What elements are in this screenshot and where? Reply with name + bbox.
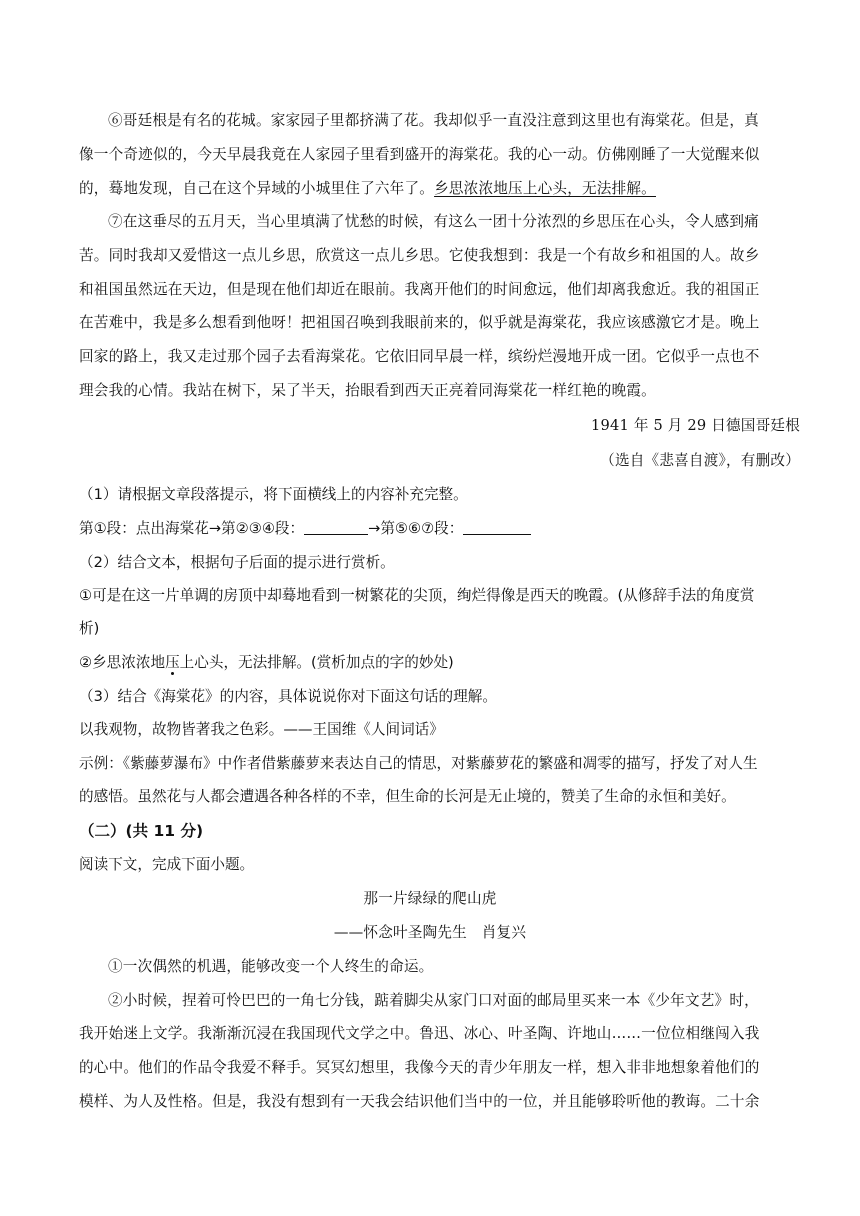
- question-3-quote: 以我观物，故物皆著我之色彩。——王国维《人间词话》: [79, 721, 444, 738]
- underlined-sentence: 乡思浓浓地压上心头，无法排解。: [434, 180, 656, 197]
- question-3: （3）结合《海棠花》的内容，具体说说你对下面这句话的理解。: [79, 688, 497, 705]
- question-2-1-line: ①可是在这一片单调的房顶中却蓦地看到一树繁花的尖顶，绚烂得像是西天的晚霞。(从修辞手法的角度赏: [79, 587, 755, 604]
- article-paragraph-1: ①一次偶然的机遇，能够改变一个人终生的命运。: [108, 958, 434, 975]
- question-2-2: [79, 653, 454, 673]
- question-2-1-line: 析): [79, 620, 100, 637]
- paragraph-6-text: 的，蓦地发现，自己在这个异域的小城里住了六年了。: [79, 180, 435, 197]
- question-3-example-line: 的感悟。虽然花与人都会遭遇各种各样的不幸，但生命的长河是无止境的，赞美了生命的永恒和美好。: [79, 788, 736, 805]
- source-note: （选自《悲喜自渡》，有删改）: [600, 452, 800, 469]
- question-1-fill-line: [79, 519, 531, 539]
- article-paragraph-2-line: ②小时候，捏着可怜巴巴的一角七分钱，踮着脚尖从家门口对面的邮局里买来一本《少年文艺》时，: [108, 992, 759, 1009]
- question-1-part2: →第⑤⑥⑦段：: [368, 520, 464, 537]
- paragraph-7-line: ⑦在这垂尽的五月天，当心里填满了忧愁的时候，有这么一团十分浓烈的乡思压在心头，令人感到痛: [108, 213, 759, 230]
- paragraph-7-line: 苦。同时我却又爱惜这一点儿乡思，欣赏这一点儿乡思。它使我想到：我是一个有故乡和祖国的人。故乡: [79, 247, 760, 264]
- article-paragraph-2-line: 模样、为人及性格。但是，我没有想到有一天我会结识他们当中的一位，并且能够聆听他的教诲。二十余: [79, 1093, 760, 1110]
- answer-blank-2[interactable]: [463, 520, 531, 535]
- answer-blank-1[interactable]: [304, 520, 368, 535]
- question-2: （2）结合文本，根据句子后面的提示进行赏析。: [79, 554, 395, 571]
- paragraph-6-line: ⑥哥廷根是有名的花城。家家园子里都挤满了花。我却似乎一直没注意到这里也有海棠花。但是，真: [108, 112, 759, 129]
- question-3-example-line: 示例：《紫藤萝瀑布》中作者借紫藤萝来表达自己的情思，对紫藤萝花的繁盛和凋零的描写，抒发了对人生: [79, 755, 758, 772]
- date-place: 1941 年 5 月 29 日德国哥廷根: [591, 417, 800, 434]
- dotted-character: 压: [165, 654, 180, 671]
- question-2-2-post: 上心头，无法排解。(赏析加点的字的妙处): [179, 654, 454, 671]
- paragraph-6-line: [79, 179, 656, 199]
- article-subtitle: ——怀念叶圣陶先生 肖复兴: [333, 924, 527, 941]
- question-1: （1）请根据文章段落提示，将下面横线上的内容补充完整。: [79, 486, 468, 503]
- section-2-instruction: 阅读下文，完成下面小题。: [79, 856, 255, 873]
- paragraph-7-line: 理会我的心情。我站在树下，呆了半天，抬眼看到西天正亮着同海棠花一样红艳的晚霞。: [79, 382, 656, 399]
- paragraph-7-line: 回家的路上，我又走过那个园子去看海棠花。它依旧同早晨一样，缤纷烂漫地开成一团。它似乎一点也不: [79, 348, 760, 365]
- question-1-part1: 第①段：点出海棠花→第②③④段：: [79, 520, 305, 537]
- paragraph-7-line: 在苦难中，我是多么想看到他呀！把祖国召唤到我眼前来的，似乎就是海棠花，我应该感激它才是。晚上: [79, 314, 760, 331]
- paragraph-7-line: 和祖国虽然远在天边，但是现在他们却近在眼前。我离开他们的时间愈远，他们却离我愈近。我的祖国正: [79, 281, 760, 298]
- paragraph-6-line: 像一个奇迹似的，今天早晨我竟在人家园子里看到盛开的海棠花。我的心一动。仿佛刚睡了一大觉醒来似: [79, 146, 760, 163]
- section-2-heading: （二）(共 11 分): [79, 822, 204, 840]
- article-paragraph-2-line: 我开始迷上文学。我渐渐沉浸在我国现代文学之中。鲁迅、冰心、叶圣陶、许地山……一位位相继闯入我: [79, 1025, 760, 1042]
- question-2-2-pre: ②乡思浓浓地: [79, 654, 166, 671]
- article-title: 那一片绿绿的爬山虎: [363, 890, 497, 907]
- article-paragraph-2-line: 的心中。他们的作品令我爱不释手。冥冥幻想里，我像今天的青少年朋友一样，想入非非地想象着他们的: [79, 1059, 760, 1076]
